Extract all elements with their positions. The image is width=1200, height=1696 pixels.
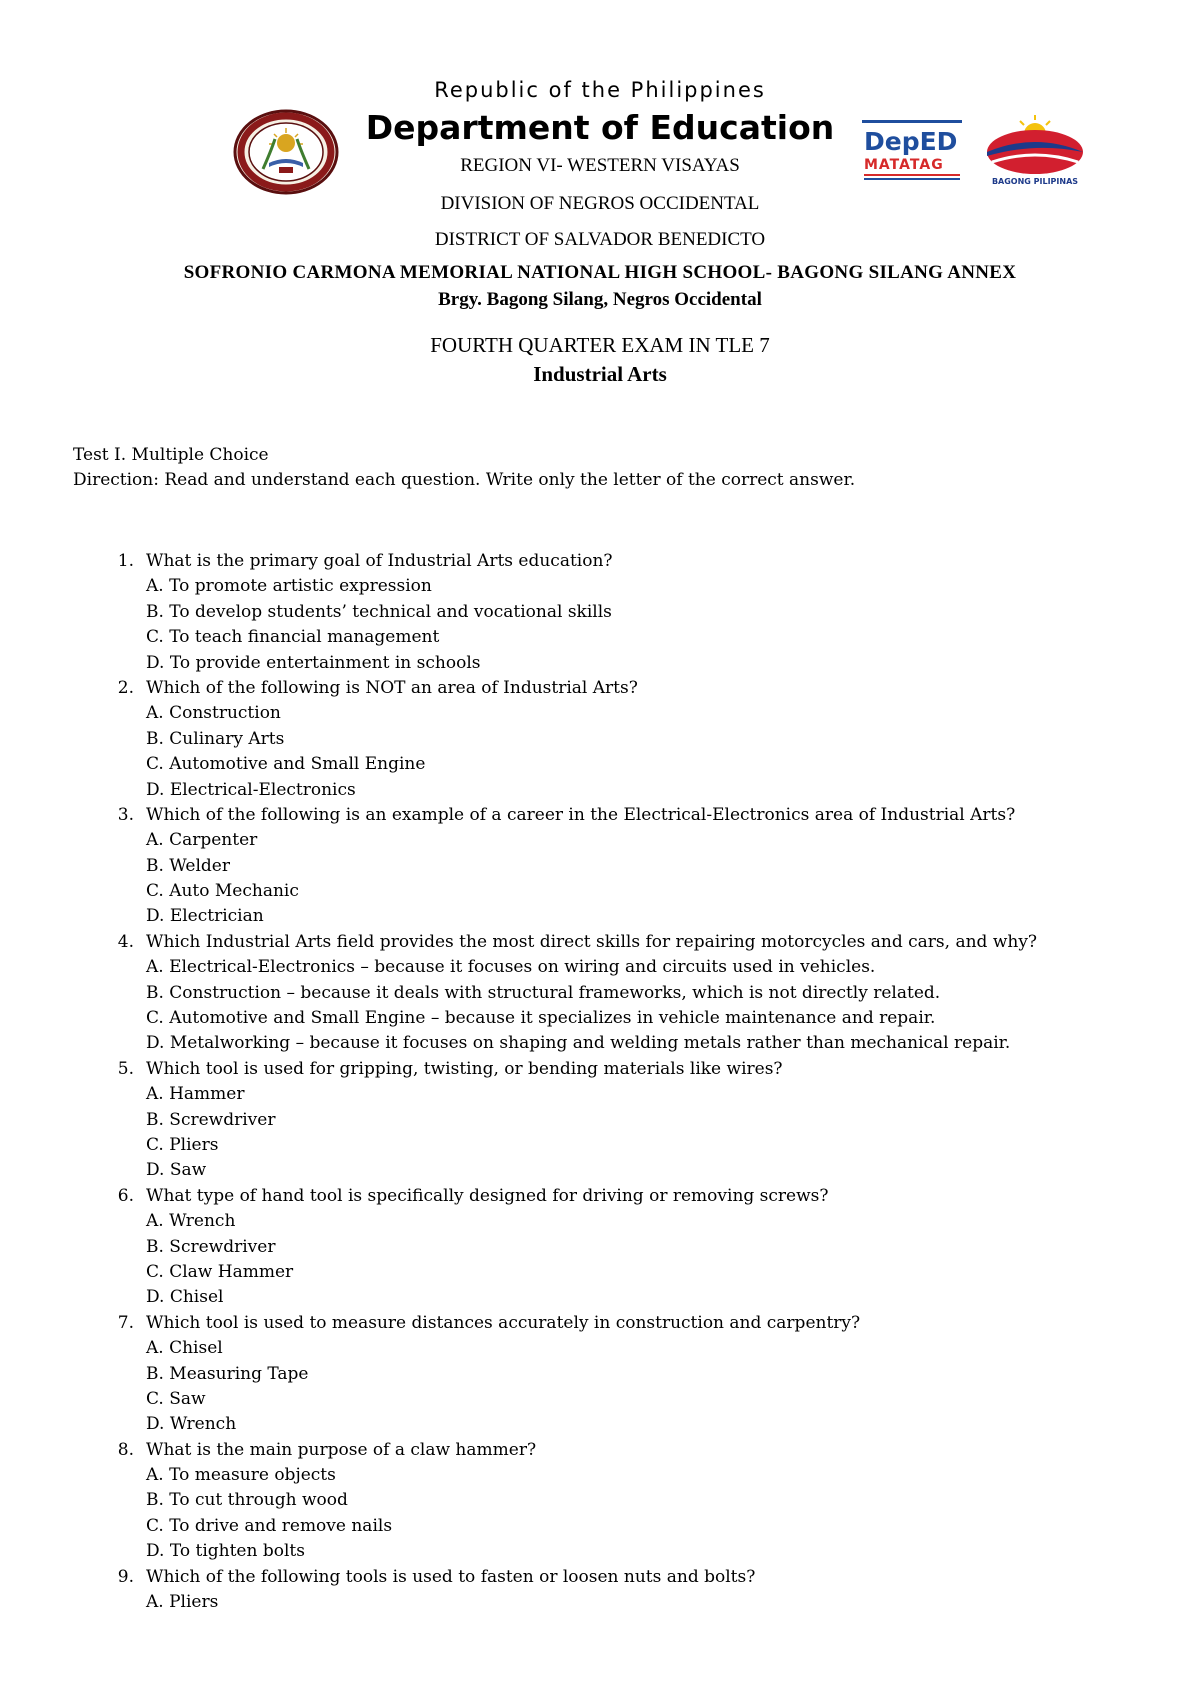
exam-title: FOURTH QUARTER EXAM IN TLE 7 — [430, 333, 770, 357]
question-text: Which Industrial Arts field provides the most direct skills for repairing motorcycles and cars, and why? — [146, 931, 1038, 952]
answer-option: C. Automotive and Small Engine – because it specializes in vehicle maintenance and repair. — [146, 1008, 936, 1029]
question-text: What is the main purpose of a claw hammer? — [146, 1439, 537, 1460]
school-address: Brgy. Bagong Silang, Negros Occidental — [438, 289, 762, 310]
bagong-pilipinas-wordmark: BAGONG PILIPINAS — [991, 177, 1079, 186]
question-number: 4. — [117, 931, 134, 952]
answer-option: C. Saw — [146, 1388, 206, 1409]
answer-option: D. Saw — [146, 1160, 207, 1181]
question-item — [0, 1565, 1200, 1616]
answer-option: A. Wrench — [146, 1211, 236, 1232]
answer-option: B. Culinary Arts — [146, 728, 285, 749]
answer-option: B. Construction – because it deals with structural frameworks, which is not directly related. — [146, 982, 941, 1003]
question-number: 2. — [117, 677, 134, 698]
question-text: What type of hand tool is specifically designed for driving or removing screws? — [146, 1185, 829, 1206]
question-line — [0, 1565, 1200, 1590]
answer-option: A. To measure objects — [146, 1465, 336, 1486]
question-line — [0, 549, 1200, 574]
deped-wordmark: DepED — [864, 127, 958, 156]
question-text: Which of the following is an example of a career in the Electrical-Electronics area of Industrial Arts? — [146, 804, 1016, 825]
answer-option: D. To tighten bolts — [146, 1541, 305, 1562]
answer-option: C. Auto Mechanic — [146, 881, 299, 902]
answer-option: B. To cut through wood — [146, 1490, 348, 1511]
question-item — [0, 1057, 1200, 1184]
question-line — [0, 1057, 1200, 1082]
test-direction: Direction: Read and understand each question. Write only the letter of the correct answer. — [73, 470, 856, 490]
question-list — [0, 549, 1200, 1615]
question-text: Which tool is used to measure distances accurately in construction and carpentry? — [146, 1312, 861, 1333]
question-line — [0, 803, 1200, 828]
answer-option: B. To develop students’ technical and vocational skills — [146, 601, 612, 622]
answer-option: A. To promote artistic expression — [146, 576, 432, 597]
question-number: 1. — [117, 551, 134, 571]
republic-line: Republic of the Philippines — [434, 78, 766, 102]
question-item — [0, 1311, 1200, 1438]
question-number: 5. — [117, 1058, 134, 1079]
division-line: DIVISION OF NEGROS OCCIDENTAL — [440, 193, 760, 214]
department-title: Department of Education — [365, 108, 835, 147]
school-name: SOFRONIO CARMONA MEMORIAL NATIONAL HIGH SCHOOL- BAGONG SILANG ANNEX — [183, 262, 1017, 283]
answer-option: C. Claw Hammer — [146, 1261, 294, 1282]
answer-option: D. To provide entertainment in schools — [146, 652, 481, 673]
answer-option: C. To teach financial management — [146, 627, 440, 648]
answer-option: A. Chisel — [146, 1338, 223, 1359]
region-line: REGION VI- WESTERN VISAYAS — [460, 155, 740, 176]
answer-option: D. Electrical-Electronics — [146, 779, 356, 800]
question-text: What is the primary goal of Industrial Arts education? — [146, 551, 613, 571]
matatag-wordmark: MATATAG — [864, 157, 944, 173]
question-line — [0, 1438, 1200, 1463]
district-line: DISTRICT OF SALVADOR BENEDICTO — [434, 229, 766, 250]
answer-option: D. Electrician — [146, 906, 264, 927]
question-item — [0, 1438, 1200, 1565]
question-item — [0, 549, 1200, 676]
question-line — [0, 1311, 1200, 1336]
question-line — [0, 676, 1200, 701]
answer-option: B. Screwdriver — [146, 1236, 276, 1257]
answer-option: A. Hammer — [146, 1084, 245, 1105]
answer-option: D. Chisel — [146, 1287, 224, 1308]
question-text: Which tool is used for gripping, twisting, or bending materials like wires? — [146, 1058, 783, 1079]
question-line — [0, 1184, 1200, 1209]
question-number: 7. — [117, 1312, 134, 1333]
question-item — [0, 803, 1200, 930]
answer-option: B. Screwdriver — [146, 1109, 276, 1130]
answer-option: A. Construction — [146, 703, 281, 724]
question-text: Which of the following tools is used to fasten or loosen nuts and bolts? — [146, 1566, 756, 1587]
answer-option: C. Pliers — [146, 1134, 219, 1155]
answer-option: B. Measuring Tape — [146, 1363, 309, 1384]
answer-option: B. Welder — [146, 855, 230, 876]
question-text: Which of the following is NOT an area of Industrial Arts? — [146, 677, 638, 698]
question-number: 9. — [117, 1566, 134, 1587]
question-line — [0, 930, 1200, 955]
question-number: 3. — [117, 804, 134, 825]
answer-option: C. To drive and remove nails — [146, 1515, 393, 1536]
test-instructions — [73, 443, 855, 493]
test-heading: Test I. Multiple Choice — [73, 445, 269, 465]
answer-option: D. Wrench — [146, 1414, 237, 1435]
answer-option: D. Metalworking – because it focuses on shaping and welding metals rather than mechanical repair. — [146, 1033, 1011, 1054]
question-number: 8. — [117, 1439, 134, 1460]
question-number: 6. — [117, 1185, 134, 1206]
exam-subject: Industrial Arts — [533, 362, 667, 386]
question-item — [0, 930, 1200, 1057]
question-item — [0, 676, 1200, 803]
answer-option: A. Electrical-Electronics – because it focuses on wiring and circuits used in vehicles. — [146, 957, 876, 978]
question-item — [0, 1184, 1200, 1311]
answer-option: A. Pliers — [146, 1592, 219, 1613]
answer-option: A. Carpenter — [146, 830, 258, 851]
answer-option: C. Automotive and Small Engine — [146, 754, 426, 775]
